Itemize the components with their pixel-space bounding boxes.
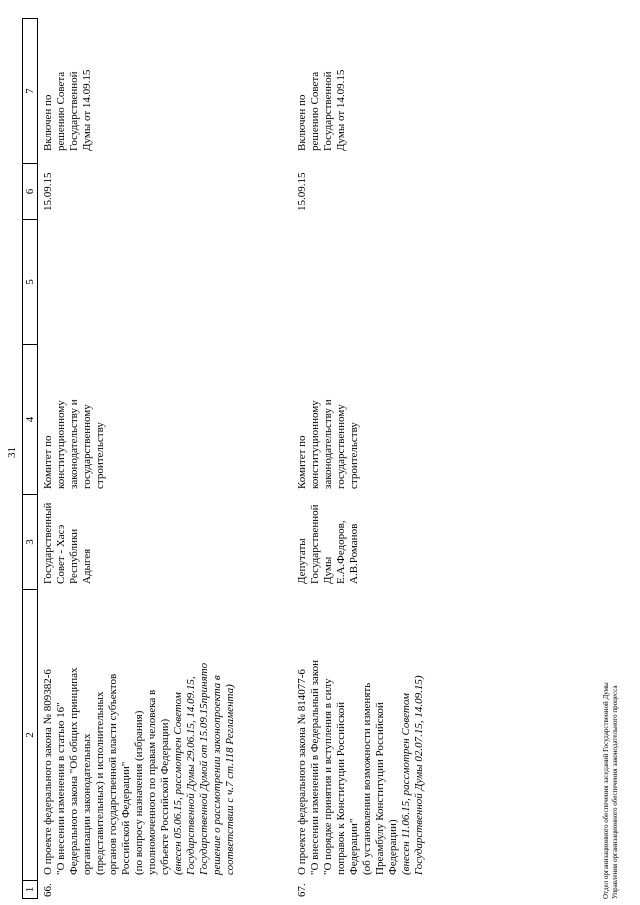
bill-text-line: (представительных) и исполнительных: [94, 691, 106, 875]
header-col-3: 3: [23, 495, 38, 590]
committee-line: законодательству и: [322, 399, 334, 489]
header-col-7: 7: [23, 19, 38, 164]
bill-text-line: уполномоченного по правам человека в: [146, 689, 158, 875]
bill-date: 15.09.15: [42, 172, 54, 211]
header-col-5: 5: [23, 220, 38, 345]
row-number: 66.: [42, 883, 54, 897]
header-col-4: 4: [23, 345, 38, 495]
bill-title: О проекте федерального закона № 809382-6: [42, 669, 54, 875]
committee-line: конституционному: [55, 400, 67, 489]
bill-text-line: Российской Федерации": [120, 761, 132, 875]
bill-description: [296, 589, 426, 875]
author-line: А.В.Романов: [348, 523, 360, 584]
footer-note: [602, 682, 620, 899]
author-line: Депутаты: [296, 538, 308, 584]
bill-note-line: соответствии с ч.7 ст.118 Регламента): [224, 684, 236, 875]
bill-description: [42, 589, 237, 875]
status-line: решению Совета: [55, 71, 67, 151]
committee-line: строительству: [348, 422, 360, 489]
committee-line: законодательству и: [68, 399, 80, 489]
bill-status: [42, 21, 94, 151]
bill-text-line: "О внесении изменений в Федеральный закон: [309, 660, 321, 875]
bill-title: О проекте федерального закона № 814077-6: [296, 669, 308, 875]
committee-line: строительству: [94, 422, 106, 489]
author-line: Думы: [322, 556, 334, 584]
status-line: Думы от 14.09.15: [335, 69, 347, 151]
header-row: [22, 18, 38, 899]
author-line: Е.А.Федоров,: [335, 520, 347, 584]
status-line: решению Совета: [309, 71, 321, 151]
bill-committee: [42, 339, 107, 489]
bill-text-line: "О внесении изменения в статью 16": [55, 702, 67, 875]
bill-note-line: (внесен 05.06.15, рассмотрен Советом: [172, 692, 184, 875]
bill-date: 15.09.15: [296, 172, 308, 211]
bill-note-line: (внесен 11.06.15, рассмотрен Советом: [400, 693, 412, 875]
bill-author: [42, 492, 94, 584]
author-line: Государственной: [309, 504, 321, 584]
bill-text-line: поправок к Конституции Российской: [335, 702, 347, 875]
bill-text-line: субъекте Российской Федерации): [159, 718, 171, 875]
committee-line: государственному: [81, 404, 93, 489]
bill-text-line: (по вопросу назначения (избрания): [133, 710, 145, 875]
status-line: Государственной: [68, 71, 80, 151]
bill-text-line: органов государственной власти субъектов: [107, 673, 119, 875]
footer-line: Отдел организационного обеспечения заседаний Государственной Думы: [602, 682, 610, 899]
author-line: Совет - Хасэ: [55, 524, 67, 584]
bill-text-line: Федерации": [348, 818, 360, 875]
bill-note-line: Государственной Думы 29.06.15, 14.09.15,: [185, 676, 197, 875]
header-col-6: 6: [23, 164, 38, 220]
bill-note-line: решение о рассмотрении законопроекта в: [211, 675, 223, 875]
status-line: Думы от 14.09.15: [81, 69, 93, 151]
bill-text-line: организации законодательных: [81, 733, 93, 875]
bill-text-line: "О порядке принятия и вступления в силу: [322, 678, 334, 875]
committee-line: Комитет по: [42, 435, 54, 489]
bill-text-line: Федерации): [387, 819, 399, 875]
header-col-2: 2: [23, 590, 38, 881]
status-line: Включен по: [42, 94, 54, 151]
page-number: 31: [6, 447, 18, 458]
status-line: Государственной: [322, 71, 334, 151]
committee-line: Комитет по: [296, 435, 308, 489]
footer-line: Управления организационного обеспечения законодательного процесса: [611, 685, 619, 899]
bill-committee: [296, 339, 361, 489]
bill-note-line: Государственной Думы 02.07.15, 14.09.15): [413, 675, 425, 875]
status-line: Включен по: [296, 94, 308, 151]
bill-status: [296, 21, 348, 151]
row-number: 67.: [296, 883, 308, 897]
bill-text-line: (об установлении возможности изменять: [361, 682, 373, 875]
bill-text-line: Преамбулу Конституции Российской: [374, 702, 386, 875]
author-line: Республики Адыгея: [68, 528, 93, 584]
bill-author: [296, 492, 361, 584]
committee-line: конституционному: [309, 400, 321, 489]
committee-line: государственному: [335, 404, 347, 489]
author-line: Государственный: [42, 502, 54, 584]
header-col-1: 1: [23, 881, 38, 899]
bill-note-line: Государственной Думой от 15.09.15принято: [198, 662, 210, 875]
bill-text-line: Федерального закона "Об общих принципах: [68, 667, 80, 875]
